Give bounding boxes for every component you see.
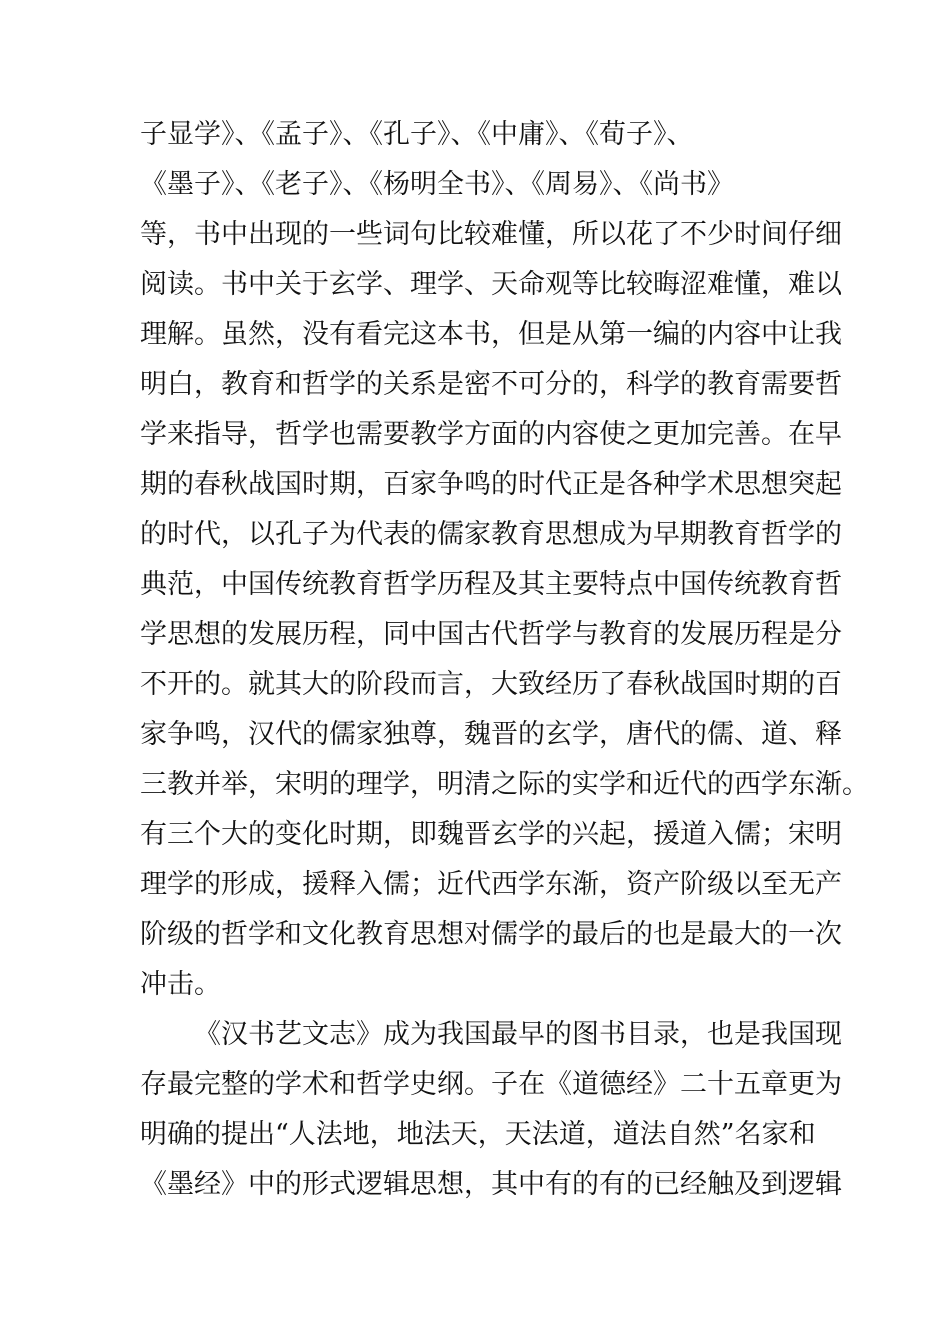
text-line: 典范，中国传统教育哲学历程及其主要特点中国传统教育哲 <box>140 569 842 600</box>
text-line: 阅读。书中关于玄学、理学、天命观等比较晦涩难懂，难以 <box>140 269 842 300</box>
text-line: 《墨经》中的形式逻辑思想，其中有的有的已经触及到逻辑 <box>140 1169 842 1200</box>
text-line: 学来指导，哲学也需要教学方面的内容使之更加完善。在早 <box>140 419 842 450</box>
text-line: 家争鸣，汉代的儒家独尊，魏晋的玄学，唐代的儒、道、释 <box>140 719 842 750</box>
text-line: 期的春秋战国时期，百家争鸣的时代正是各种学术思想突起 <box>140 469 842 500</box>
text-line: 阶级的哲学和文化教育思想对儒学的最后的也是最大的一次 <box>140 919 842 950</box>
text-line: 有三个大的变化时期，即魏晋玄学的兴起，援道入儒；宋明 <box>140 819 842 850</box>
text-line: 不开的。就其大的阶段而言，大致经历了春秋战国时期的百 <box>140 669 842 700</box>
text-line: 的时代，以孔子为代表的儒家教育思想成为早期教育哲学的 <box>140 519 842 550</box>
text-line: 理解。虽然，没有看完这本书，但是从第一编的内容中让我 <box>140 319 842 350</box>
text-line: 明白，教育和哲学的关系是密不可分的，科学的教育需要哲 <box>140 369 842 400</box>
text-line: 冲击。 <box>140 969 221 1000</box>
text-line: 等，书中出现的一些词句比较难懂，所以花了不少时间仔细 <box>140 219 842 250</box>
text-line: 学思想的发展历程，同中国古代哲学与教育的发展历程是分 <box>140 619 842 650</box>
text-line: 三教并举，宋明的理学，明清之际的实学和近代的西学东渐。 <box>140 769 869 800</box>
paragraph-first-line: 《汉书艺文志》成为我国最早的图书目录，也是我国现 <box>194 1019 842 1050</box>
text-line: 子显学》、《孟子》、《孔子》、《中庸》、《荀子》、 <box>140 119 694 150</box>
text-line: 《墨子》、《老子》、《杨明全书》、《周易》、《尚书》 <box>140 169 734 200</box>
text-line: 理学的形成，援释入儒；近代西学东渐，资产阶级以至无产 <box>140 869 842 900</box>
text-line: 明确的提出“人法地，地法天，天法道，道法自然”名家和 <box>140 1119 816 1150</box>
text-line: 存最完整的学术和哲学史纲。子在《道德经》二十五章更为 <box>140 1069 842 1100</box>
